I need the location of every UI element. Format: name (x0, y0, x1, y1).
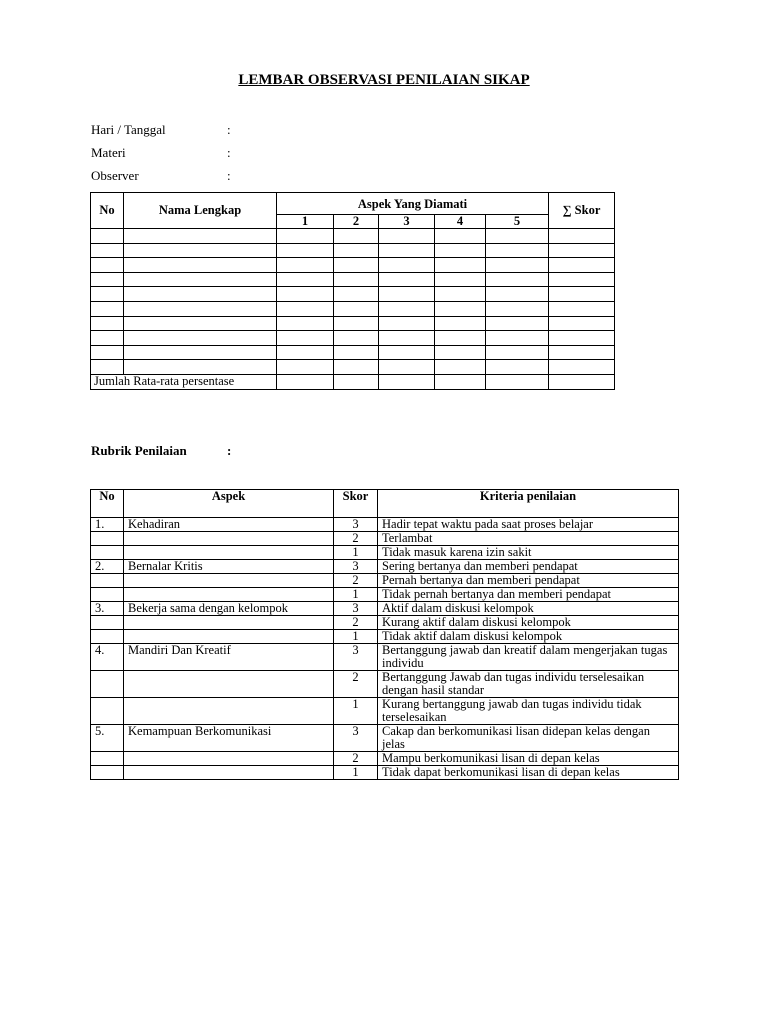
rubric-row (91, 644, 679, 671)
observation-cell (549, 374, 615, 389)
rubric-aspect (124, 546, 334, 560)
observation-cell (91, 345, 124, 360)
rubric-aspect (124, 671, 334, 698)
observation-cell (435, 331, 486, 346)
rubric-no: 1. (91, 518, 124, 532)
rubric-header-criteria: Kriteria penilaian (378, 490, 679, 518)
observation-cell (435, 301, 486, 316)
observation-cell (379, 301, 435, 316)
rubric-aspect (124, 630, 334, 644)
observation-cell (277, 301, 334, 316)
rubric-aspect (124, 532, 334, 546)
observation-cell (435, 287, 486, 302)
rubric-no (91, 616, 124, 630)
header-score: ∑ Skor (549, 193, 615, 229)
rubric-no: 4. (91, 644, 124, 671)
observation-cell (549, 316, 615, 331)
rubric-no (91, 630, 124, 644)
rubric-no: 5. (91, 725, 124, 752)
rubric-header-no: No (91, 490, 124, 518)
aspect-number: 2 (334, 215, 379, 229)
header-no: No (91, 193, 124, 229)
rubric-row (91, 588, 679, 602)
observation-row (91, 287, 615, 302)
observation-cell (379, 287, 435, 302)
footer-label: Jumlah Rata-rata persentase (91, 374, 277, 389)
observation-cell (379, 316, 435, 331)
info-colon-material: : (227, 145, 231, 160)
observation-cell (486, 331, 549, 346)
observation-cell (379, 331, 435, 346)
rubric-aspect: Kemampuan Berkomunikasi (124, 725, 334, 752)
observation-cell (91, 360, 124, 375)
observation-cell (379, 360, 435, 375)
info-colon-observer: : (227, 168, 231, 183)
observation-cell (486, 243, 549, 258)
rubric-aspect (124, 752, 334, 766)
rubric-criteria: Aktif dalam diskusi kelompok (378, 602, 679, 616)
observation-cell (334, 287, 379, 302)
rubric-no (91, 698, 124, 725)
rubric-aspect (124, 616, 334, 630)
rubric-score: 2 (334, 671, 378, 698)
rubric-aspect (124, 574, 334, 588)
observation-cell (277, 258, 334, 273)
rubric-no (91, 766, 124, 780)
observation-row (91, 360, 615, 375)
rubric-score: 1 (334, 766, 378, 780)
observation-cell (91, 258, 124, 273)
observation-cell (486, 316, 549, 331)
observation-cell (124, 287, 277, 302)
observation-cell (549, 345, 615, 360)
rubric-score: 1 (334, 698, 378, 725)
page-title: LEMBAR OBSERVASI PENILAIAN SIKAP (238, 72, 530, 88)
rubric-no (91, 574, 124, 588)
observation-row (91, 229, 615, 244)
rubric-score: 3 (334, 644, 378, 671)
observation-cell (435, 374, 486, 389)
observation-cell (549, 331, 615, 346)
aspect-number: 5 (486, 215, 549, 229)
rubric-aspect (124, 766, 334, 780)
observation-cell (277, 287, 334, 302)
observation-cell (334, 360, 379, 375)
rubric-score: 1 (334, 588, 378, 602)
observation-cell (91, 316, 124, 331)
rubric-colon: : (227, 443, 232, 458)
observation-cell (91, 287, 124, 302)
rubric-no (91, 588, 124, 602)
rubric-header-score: Skor (334, 490, 378, 518)
rubric-row (91, 546, 679, 560)
rubric-criteria: Tidak masuk karena izin sakit (378, 546, 679, 560)
rubric-row (91, 725, 679, 752)
observation-cell (549, 229, 615, 244)
rubric-aspect: Kehadiran (124, 518, 334, 532)
observation-cell (379, 345, 435, 360)
observation-cell (549, 360, 615, 375)
observation-cell (277, 243, 334, 258)
observation-cell (486, 345, 549, 360)
rubric-score: 3 (334, 725, 378, 752)
observation-cell (379, 243, 435, 258)
observation-cell (486, 360, 549, 375)
observation-cell (334, 345, 379, 360)
observation-cell (379, 272, 435, 287)
observation-cell (277, 374, 334, 389)
observation-row (91, 345, 615, 360)
rubric-no (91, 532, 124, 546)
rubric-score: 3 (334, 560, 378, 574)
rubric-criteria: Pernah bertanya dan memberi pendapat (378, 574, 679, 588)
observation-cell (124, 301, 277, 316)
observation-cell (549, 272, 615, 287)
info-label-material: Materi (91, 145, 126, 160)
observation-cell (435, 345, 486, 360)
observation-cell (334, 272, 379, 287)
header-name: Nama Lengkap (124, 193, 277, 229)
observation-cell (435, 229, 486, 244)
rubric-score: 2 (334, 574, 378, 588)
rubric-row (91, 602, 679, 616)
observation-cell (486, 258, 549, 273)
observation-cell (124, 316, 277, 331)
observation-cell (486, 301, 549, 316)
rubric-header-aspect: Aspek (124, 490, 334, 518)
observation-cell (334, 258, 379, 273)
rubric-no (91, 671, 124, 698)
observation-cell (277, 272, 334, 287)
observation-cell (549, 258, 615, 273)
observation-row (91, 258, 615, 273)
observation-row (91, 301, 615, 316)
rubric-row (91, 616, 679, 630)
observation-cell (486, 272, 549, 287)
observation-cell (124, 272, 277, 287)
rubric-aspect: Bernalar Kritis (124, 560, 334, 574)
observation-cell (124, 243, 277, 258)
rubric-no (91, 752, 124, 766)
rubric-table (90, 489, 679, 780)
rubric-table-body (91, 518, 679, 780)
rubric-row (91, 518, 679, 532)
observation-cell (435, 258, 486, 273)
rubric-criteria: Bertanggung jawab dan kreatif dalam mengerjakan tugas individu (378, 644, 679, 671)
aspect-number: 4 (435, 215, 486, 229)
observation-cell (91, 229, 124, 244)
observation-cell (124, 258, 277, 273)
rubric-row (91, 630, 679, 644)
rubric-aspect (124, 588, 334, 602)
observation-cell (334, 316, 379, 331)
rubric-row (91, 671, 679, 698)
aspect-number: 3 (379, 215, 435, 229)
rubric-score: 3 (334, 518, 378, 532)
observation-footer-row (91, 374, 615, 389)
rubric-score: 2 (334, 532, 378, 546)
rubric-criteria: Cakap dan berkomunikasi lisan didepan kelas dengan jelas (378, 725, 679, 752)
observation-cell (277, 316, 334, 331)
rubric-row (91, 574, 679, 588)
observation-cell (334, 331, 379, 346)
rubric-criteria: Kurang bertanggung jawab dan tugas individu tidak terselesaikan (378, 698, 679, 725)
rubric-criteria: Mampu berkomunikasi lisan di depan kelas (378, 752, 679, 766)
observation-cell (549, 287, 615, 302)
observation-cell (435, 272, 486, 287)
observation-cell (91, 272, 124, 287)
observation-table (90, 192, 615, 390)
observation-cell (334, 374, 379, 389)
rubric-score: 1 (334, 546, 378, 560)
observation-cell (549, 243, 615, 258)
rubric-aspect (124, 698, 334, 725)
rubric-row (91, 698, 679, 725)
rubric-no: 3. (91, 602, 124, 616)
observation-cell (124, 331, 277, 346)
rubric-score: 2 (334, 616, 378, 630)
rubric-no (91, 546, 124, 560)
observation-cell (486, 287, 549, 302)
observation-cell (379, 229, 435, 244)
rubric-score: 2 (334, 752, 378, 766)
observation-cell (124, 360, 277, 375)
rubric-criteria: Tidak aktif dalam diskusi kelompok (378, 630, 679, 644)
observation-cell (124, 229, 277, 244)
observation-cell (91, 301, 124, 316)
rubric-criteria: Tidak dapat berkomunikasi lisan di depan kelas (378, 766, 679, 780)
rubric-criteria: Bertanggung Jawab dan tugas individu terselesaikan dengan hasil standar (378, 671, 679, 698)
observation-cell (277, 229, 334, 244)
rubric-criteria: Terlambat (378, 532, 679, 546)
observation-cell (486, 374, 549, 389)
rubric-row (91, 766, 679, 780)
rubric-no: 2. (91, 560, 124, 574)
rubric-score: 3 (334, 602, 378, 616)
observation-cell (277, 360, 334, 375)
observation-cell (334, 229, 379, 244)
observation-cell (486, 229, 549, 244)
rubric-criteria: Kurang aktif dalam diskusi kelompok (378, 616, 679, 630)
info-colon-date: : (227, 122, 231, 137)
observation-cell (435, 243, 486, 258)
observation-cell (124, 345, 277, 360)
observation-row (91, 272, 615, 287)
observation-cell (334, 301, 379, 316)
observation-cell (91, 243, 124, 258)
rubric-criteria: Sering bertanya dan memberi pendapat (378, 560, 679, 574)
rubric-row (91, 560, 679, 574)
rubric-label: Rubrik Penilaian (91, 443, 187, 458)
observation-row (91, 243, 615, 258)
rubric-score: 1 (334, 630, 378, 644)
observation-cell (549, 301, 615, 316)
observation-cell (379, 374, 435, 389)
observation-cell (379, 258, 435, 273)
observation-row (91, 331, 615, 346)
observation-cell (435, 360, 486, 375)
aspect-number: 1 (277, 215, 334, 229)
header-aspects: Aspek Yang Diamati (277, 193, 549, 215)
observation-cell (277, 331, 334, 346)
observation-cell (334, 243, 379, 258)
rubric-row (91, 752, 679, 766)
rubric-aspect: Mandiri Dan Kreatif (124, 644, 334, 671)
observation-cell (435, 316, 486, 331)
info-label-observer: Observer (91, 168, 139, 183)
rubric-criteria: Tidak pernah bertanya dan memberi pendapat (378, 588, 679, 602)
rubric-criteria: Hadir tepat waktu pada saat proses belajar (378, 518, 679, 532)
observation-row (91, 316, 615, 331)
rubric-aspect: Bekerja sama dengan kelompok (124, 602, 334, 616)
rubric-row (91, 532, 679, 546)
observation-cell (277, 345, 334, 360)
observation-table-body (91, 229, 615, 390)
info-label-date: Hari / Tanggal (91, 122, 166, 137)
observation-cell (91, 331, 124, 346)
